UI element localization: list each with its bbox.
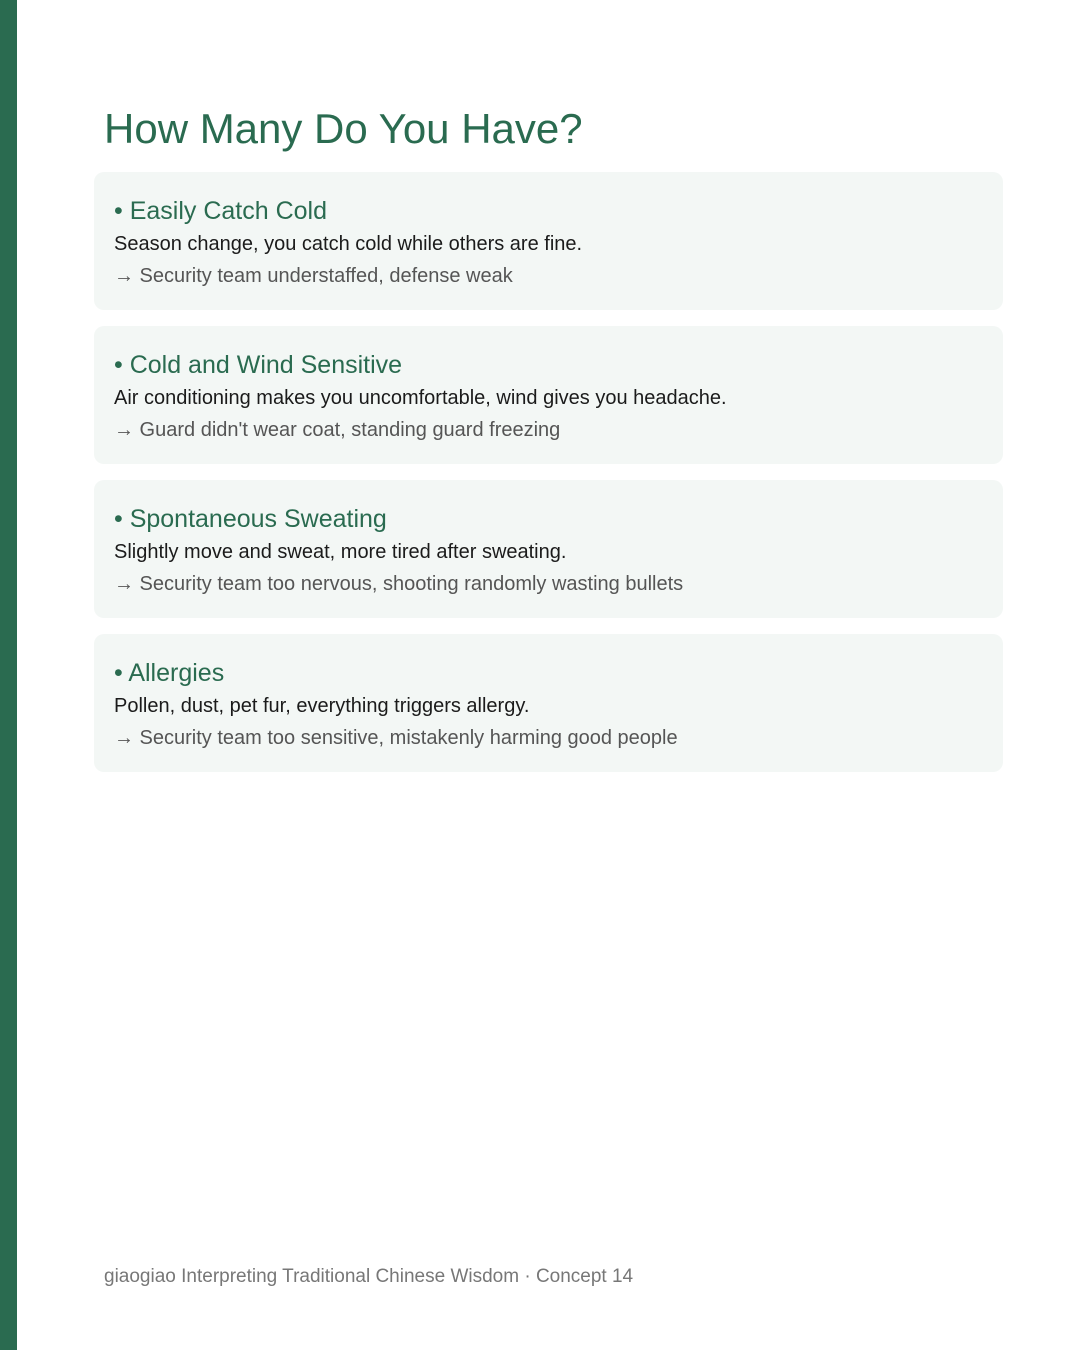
symptom-description: Slightly move and sweat, more tired after sweating. (114, 541, 567, 563)
symptom-analogy: → Security team too nervous, shooting randomly wasting bullets (114, 573, 684, 595)
symptom-card-list (94, 172, 1003, 788)
symptom-analogy: → Security team too sensitive, mistakenly harming good people (114, 727, 678, 749)
symptom-title: • Allergies (114, 659, 225, 687)
symptom-analogy: → Security team understaffed, defense weak (114, 265, 513, 287)
symptom-title: • Spontaneous Sweating (114, 505, 387, 533)
symptom-description: Air conditioning makes you uncomfortable, wind gives you headache. (114, 387, 727, 409)
symptom-card (94, 326, 1003, 464)
symptom-title: • Easily Catch Cold (114, 197, 328, 225)
symptom-card (94, 634, 1003, 772)
symptom-description: Season change, you catch cold while others are fine. (114, 233, 583, 255)
symptom-title: • Cold and Wind Sensitive (114, 351, 403, 379)
symptom-card (94, 480, 1003, 618)
footer-caption: giaogiao Interpreting Traditional Chinese Wisdom · Concept 14 (104, 1266, 634, 1287)
symptom-analogy: → Guard didn't wear coat, standing guard freezing (114, 419, 561, 441)
symptom-card (94, 172, 1003, 310)
left-accent-bar (0, 0, 17, 1350)
page-title: How Many Do You Have? (104, 105, 583, 152)
symptom-description: Pollen, dust, pet fur, everything triggers allergy. (114, 695, 530, 717)
